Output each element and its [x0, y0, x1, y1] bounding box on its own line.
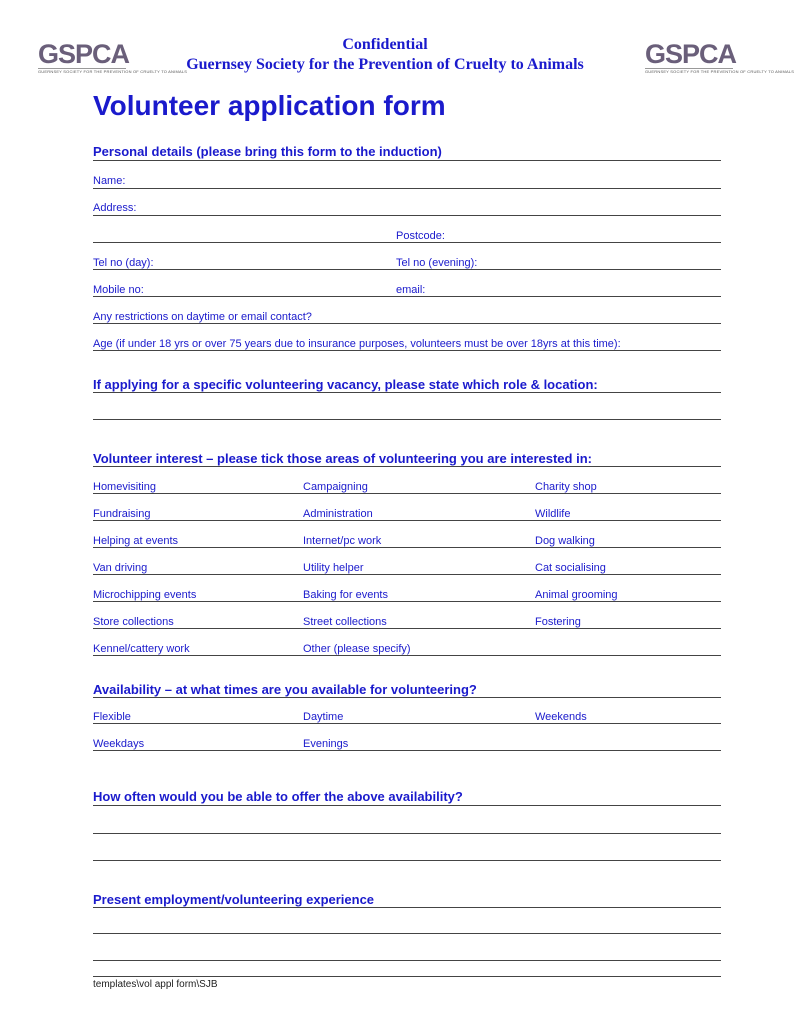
interest-option[interactable]: Microchipping events [93, 589, 197, 601]
interest-option[interactable]: Store collections [93, 616, 174, 628]
postcode-field[interactable] [93, 242, 721, 243]
logo-tagline: GUERNSEY SOCIETY FOR THE PREVENTION OF CRUELTY TO ANIMALS [645, 69, 794, 74]
postcode-label: Postcode: [396, 230, 445, 242]
interest-option[interactable]: Cat socialising [535, 562, 606, 574]
mobile-label: Mobile no: [93, 284, 144, 296]
logo-text: GSPCA [645, 39, 737, 69]
name-field[interactable] [93, 188, 721, 189]
mobile-email-field[interactable] [93, 296, 721, 297]
frequency-field[interactable] [93, 860, 721, 861]
employment-field[interactable] [93, 933, 721, 934]
tel-day-label: Tel no (day): [93, 257, 154, 269]
personal-details-heading: Personal details (please bring this form to the induction) [93, 144, 442, 159]
divider [93, 493, 721, 494]
age-label: Age (if under 18 yrs or over 75 years due to insurance purposes, volunteers must be over 18yrs at this time): [93, 338, 621, 350]
divider [93, 723, 721, 724]
interest-option[interactable]: Fostering [535, 616, 581, 628]
frequency-heading: How often would you be able to offer the above availability? [93, 789, 463, 804]
employment-heading: Present employment/volunteering experience [93, 892, 375, 907]
restrictions-field[interactable] [93, 323, 721, 324]
interest-option[interactable]: Kennel/cattery work [93, 643, 190, 655]
divider [93, 160, 721, 161]
frequency-field[interactable] [93, 833, 721, 834]
divider [93, 628, 721, 629]
tel-field[interactable] [93, 269, 721, 270]
vacancy-heading: If applying for a specific volunteering vacancy, please state which role & location: [93, 377, 598, 392]
interest-option[interactable]: Utility helper [303, 562, 364, 574]
interest-option[interactable]: Street collections [303, 616, 387, 628]
interest-option[interactable]: Wildlife [535, 508, 571, 520]
logo-text: GSPCA [38, 39, 130, 69]
email-label: email: [396, 284, 426, 296]
interest-option[interactable]: Homevisiting [93, 481, 156, 493]
interest-option[interactable]: Baking for events [303, 589, 388, 601]
interest-option[interactable]: Dog walking [535, 535, 595, 547]
interest-option[interactable]: Internet/pc work [303, 535, 382, 547]
restrictions-label: Any restrictions on daytime or email contact? [93, 311, 312, 323]
interest-heading: Volunteer interest – please tick those areas of volunteering you are interested in: [93, 451, 592, 466]
divider [93, 750, 721, 751]
interest-option[interactable]: Charity shop [535, 481, 597, 493]
tel-evening-label: Tel no (evening): [396, 257, 478, 269]
availability-option[interactable]: Weekends [535, 711, 587, 723]
interest-option[interactable]: Animal grooming [535, 589, 618, 601]
age-field[interactable] [93, 350, 721, 351]
divider [93, 520, 721, 521]
availability-heading: Availability – at what times are you available for volunteering? [93, 682, 477, 697]
availability-option[interactable]: Daytime [303, 711, 344, 723]
interest-option[interactable]: Fundraising [93, 508, 151, 520]
address-field[interactable] [93, 215, 721, 216]
form-title: Volunteer application form [93, 90, 446, 121]
divider [93, 574, 721, 575]
divider [93, 697, 721, 698]
interest-option[interactable]: Van driving [93, 562, 148, 574]
interest-option[interactable]: Campaigning [303, 481, 368, 493]
society-name: Guernsey Society for the Prevention of Cruelty to Animals [186, 56, 584, 73]
divider [93, 601, 721, 602]
divider [93, 392, 721, 393]
vacancy-field[interactable] [93, 419, 721, 420]
divider [93, 547, 721, 548]
confidential-label: Confidential [342, 36, 428, 53]
footer-path: templates\vol appl form\SJB [93, 979, 218, 990]
availability-option[interactable]: Flexible [93, 711, 131, 723]
interest-option[interactable]: Administration [303, 508, 373, 520]
interest-option[interactable]: Helping at events [93, 535, 178, 547]
divider [93, 466, 721, 467]
divider [93, 907, 721, 908]
availability-option[interactable]: Weekdays [93, 738, 145, 750]
divider [93, 655, 721, 656]
name-label: Name: [93, 175, 126, 187]
divider [93, 976, 721, 977]
availability-option[interactable]: Evenings [303, 738, 349, 750]
logo-tagline: GUERNSEY SOCIETY FOR THE PREVENTION OF CRUELTY TO ANIMALS [38, 69, 188, 74]
employment-field[interactable] [93, 960, 721, 961]
address-label: Address: [93, 202, 137, 214]
divider [93, 805, 721, 806]
interest-option[interactable]: Other (please specify) [303, 643, 411, 655]
